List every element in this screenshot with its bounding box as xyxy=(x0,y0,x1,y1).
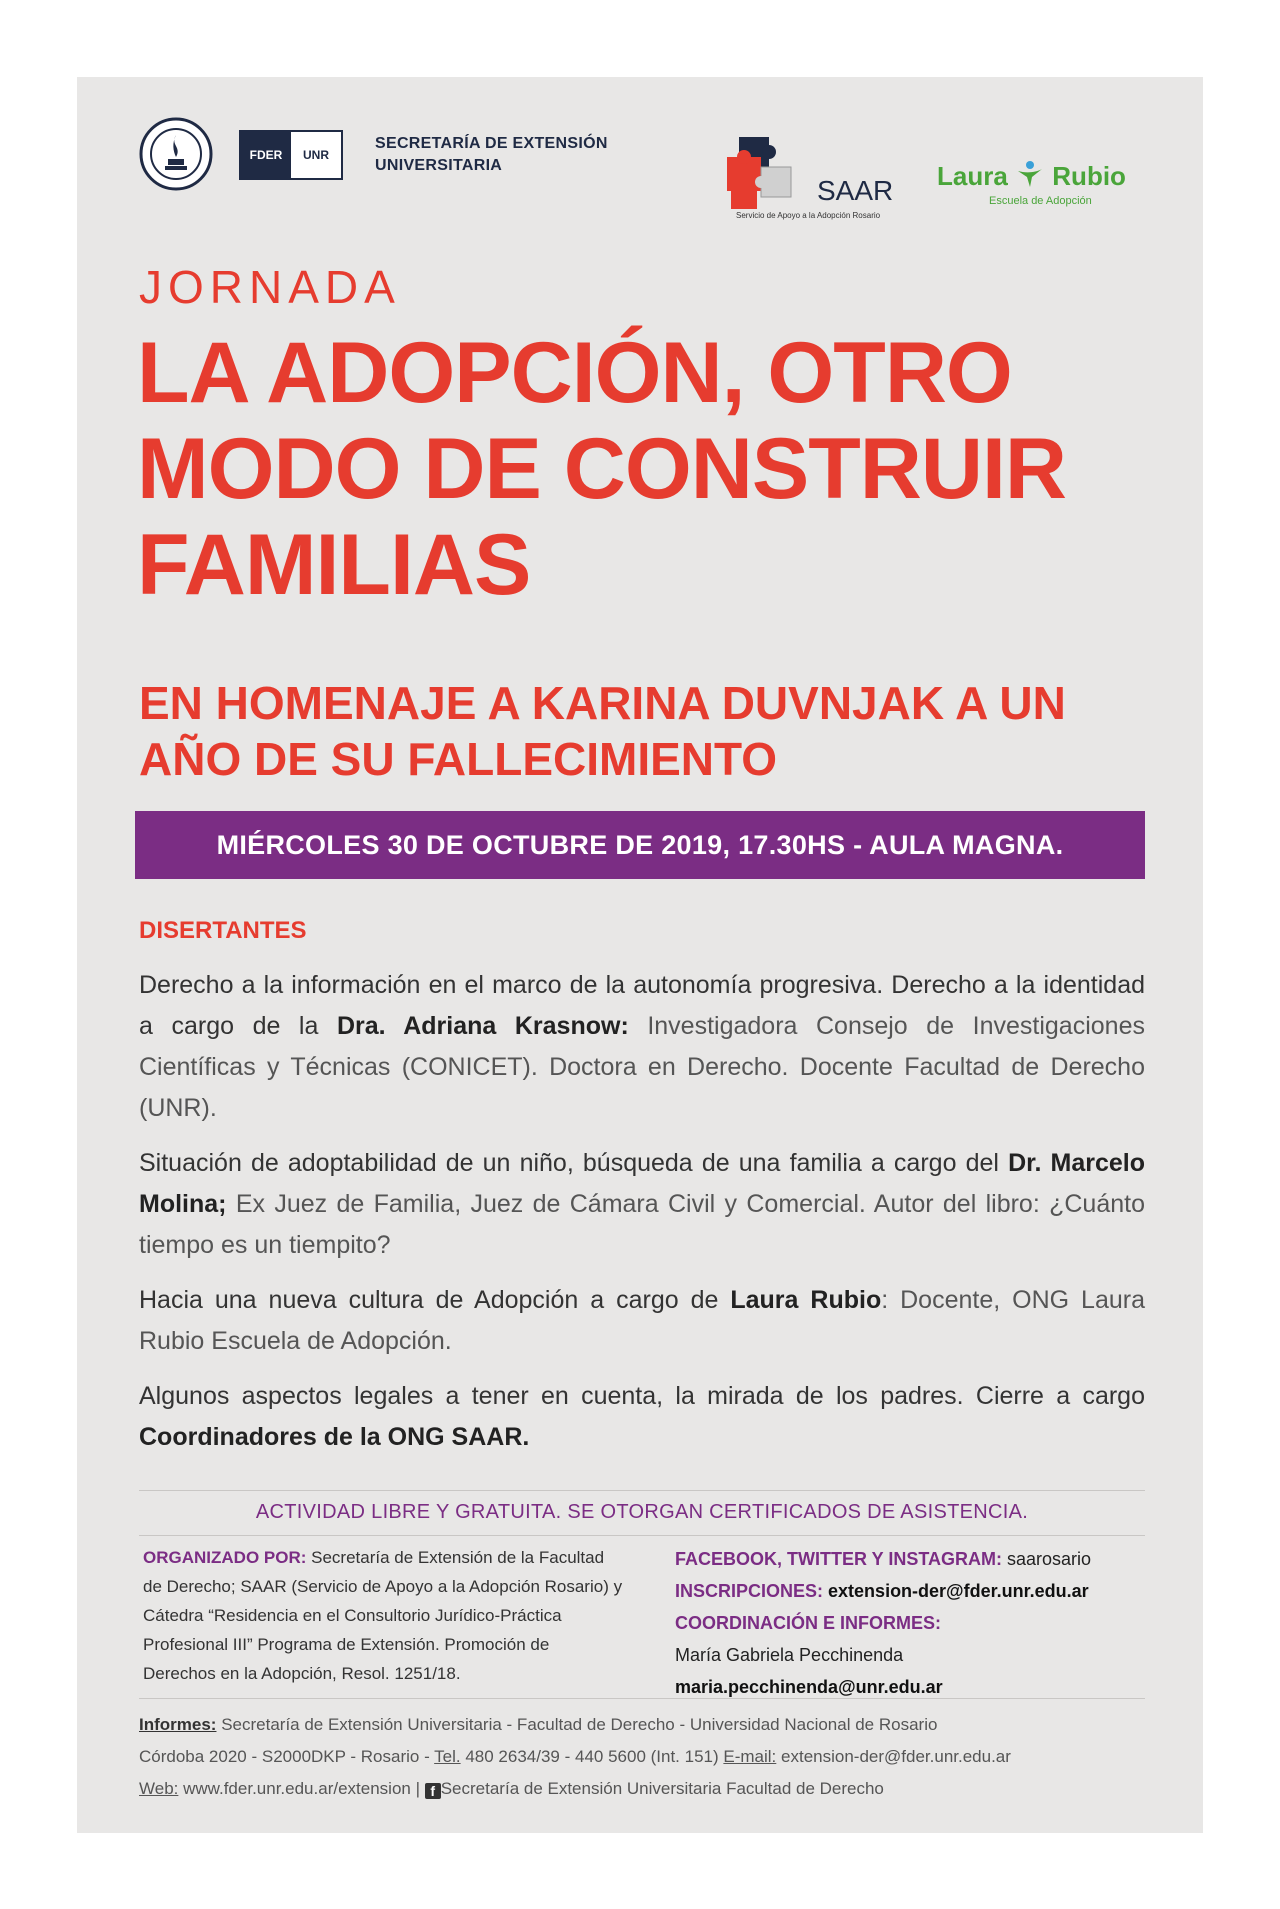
speaker-paragraph-1 xyxy=(139,965,1145,1129)
fder-unr-logo xyxy=(239,130,343,180)
lr-name-1: Laura xyxy=(937,161,1008,191)
web-label: Web: xyxy=(139,1779,179,1798)
tel-label: Tel. xyxy=(434,1747,461,1766)
event-kind: JORNADA xyxy=(139,261,401,313)
inscripciones-email[interactable]: extension-der@fder.unr.edu.ar xyxy=(823,1581,1089,1601)
p3-topic: Hacia una nueva cultura de Adopción a cargo de xyxy=(139,1286,731,1314)
facebook-icon: f xyxy=(425,1783,441,1799)
address: Córdoba 2020 - S2000DKP - Rosario - xyxy=(139,1747,435,1766)
coordinator-email[interactable]: maria.pecchinenda@unr.edu.ar xyxy=(675,1677,943,1697)
p2-speaker: Dr. Marcelo Molina; xyxy=(139,1149,1146,1218)
fder-label: FDER xyxy=(241,132,291,178)
event-subtitle: EN HOMENAJE A KARINA DUVNJAK A UN AÑO DE SU FALLECIMIENTO xyxy=(139,677,1066,785)
child-figure-icon xyxy=(1015,159,1045,189)
p3-bio: : Docente, ONG Laura Rubio Escuela de Adopción. xyxy=(139,1286,1145,1355)
speakers-heading: DISERTANTES xyxy=(139,917,307,944)
speakers-list xyxy=(139,965,1145,1472)
divider xyxy=(139,1490,1145,1491)
divider xyxy=(139,1698,1145,1699)
informes-label: Informes: xyxy=(139,1715,217,1734)
facebook-page[interactable]: Secretaría de Extensión Universitaria Facultad de Derecho xyxy=(440,1779,884,1798)
footer xyxy=(139,1709,1169,1805)
social-label: FACEBOOK, TWITTER Y INSTAGRAM: xyxy=(675,1549,1002,1569)
p4-speaker: Coordinadores de la ONG SAAR. xyxy=(139,1423,530,1451)
event-date-band: MIÉRCOLES 30 DE OCTUBRE DE 2019, 17.30HS - AULA MAGNA. xyxy=(135,811,1145,879)
organized-by xyxy=(143,1543,623,1688)
speaker-paragraph-2 xyxy=(139,1143,1145,1266)
saar-name: SAAR xyxy=(817,175,894,206)
social-line xyxy=(675,1543,1155,1575)
p1-bio: Investigadora Consejo de Investigaciones Científicas y Técnicas (CONICET). Doctora en Derecho. Docente Facultad de Derecho (UNR). xyxy=(139,1012,1145,1122)
poster xyxy=(77,77,1203,1833)
p4-topic: Algunos aspectos legales a tener en cuenta, la mirada de los padres. Cierre a cargo xyxy=(139,1382,1145,1410)
web-link[interactable]: www.fder.unr.edu.ar/extension | xyxy=(178,1779,425,1798)
p1-topic: Derecho a la información en el marco de la autonomía progresiva. Derecho a la identidad a cargo de la xyxy=(139,971,1145,1040)
organized-label: ORGANIZADO POR: xyxy=(143,1548,307,1567)
free-activity-notice: ACTIVIDAD LIBRE Y GRATUITA. SE OTORGAN CERTIFICADOS DE ASISTENCIA. xyxy=(255,1501,1029,1523)
organized-text: Secretaría de Extensión de la Facultad de Derecho; SAAR (Servicio de Apoyo a la Adopción Rosario) y Cátedra “Residencia en el Consultorio Jurídico-Práctica Profesional III” Programa de Extensión. Promoción de Derechos en la Adopción, Resol. 1251/18. xyxy=(143,1548,623,1683)
divider xyxy=(139,1535,1145,1536)
speaker-paragraph-4 xyxy=(139,1376,1145,1458)
laura-rubio-logo xyxy=(937,159,1126,192)
unr-label: UNR xyxy=(291,132,341,178)
coordination-label: COORDINACIÓN E INFORMES: xyxy=(675,1613,942,1633)
footer-email[interactable]: extension-der@fder.unr.edu.ar xyxy=(776,1747,1011,1766)
secretaria-title: SECRETARÍA DE EXTENSIÓN UNIVERSITARIA xyxy=(375,135,608,174)
social-value: saarosario xyxy=(1002,1549,1092,1569)
footer-line-3 xyxy=(139,1773,1169,1805)
p3-speaker: Laura Rubio xyxy=(730,1286,882,1314)
unr-seal-logo xyxy=(139,117,213,191)
email-label: E-mail: xyxy=(723,1747,777,1766)
lr-subtitle: Escuela de Adopción xyxy=(989,195,1092,207)
p1-speaker: Dra. Adriana Krasnow: xyxy=(336,1012,629,1040)
inscripciones-label: INSCRIPCIONES: xyxy=(675,1581,824,1601)
lr-name-2: Rubio xyxy=(1052,161,1126,191)
contact-block xyxy=(675,1543,1155,1703)
p2-bio: Ex Juez de Familia, Juez de Cámara Civil y Comercial. Autor del libro: ¿Cuánto tiempo es un tiempito? xyxy=(139,1190,1145,1259)
saar-subtitle: Servicio de Apoyo a la Adopción Rosario xyxy=(736,211,881,220)
tel-value: 480 2634/39 - 440 5600 (Int. 151) xyxy=(460,1747,724,1766)
coordinator-name: María Gabriela Pecchinenda xyxy=(675,1645,904,1665)
p2-topic: Situación de adoptabilidad de un niño, búsqueda de una familia a cargo del xyxy=(139,1149,1009,1177)
footer-line-1 xyxy=(139,1709,1169,1741)
informes-text: Secretaría de Extensión Universitaria - Facultad de Derecho - Universidad Nacional de Rosario xyxy=(216,1715,938,1734)
event-title: LA ADOPCIÓN, OTRO MODO DE CONSTRUIR FAMILIAS xyxy=(137,325,1066,613)
footer-line-2 xyxy=(139,1741,1169,1773)
inscripciones-line xyxy=(675,1575,1155,1607)
speaker-paragraph-3 xyxy=(139,1280,1145,1362)
